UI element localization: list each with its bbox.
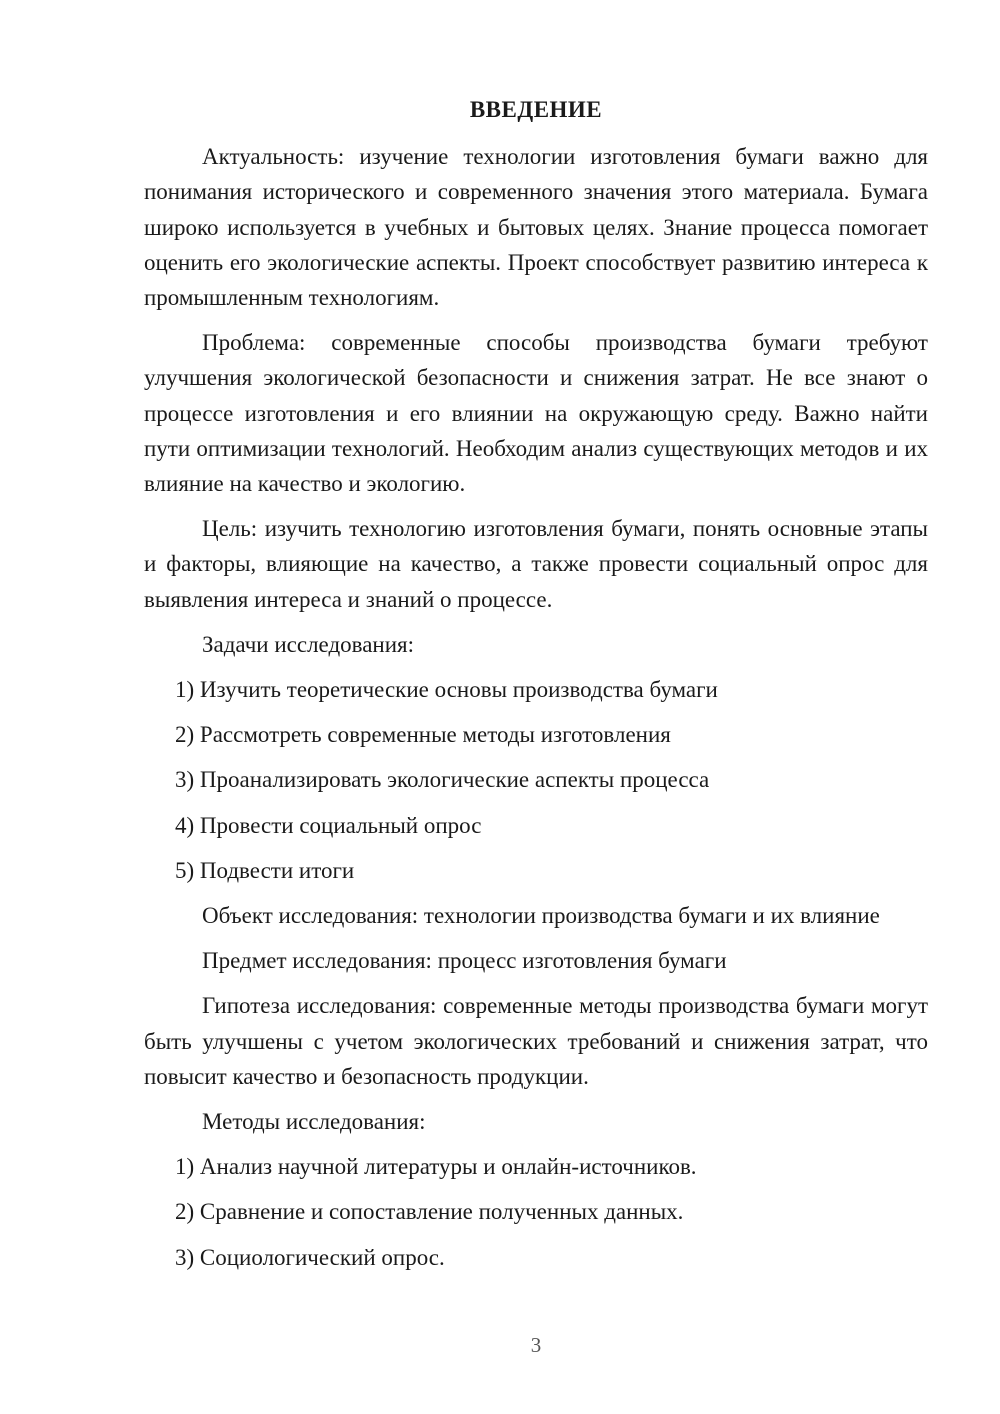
tasks-list: [144, 672, 928, 888]
problem-paragraph: Проблема: современные способы производства бумаги требуют улучшения экологической безопасности и снижения затрат. Не все знают о процессе изготовления и его влиянии на окружающую среду. Важно найти пути оптимизации технологий. Необходим анализ существующих методов и их влияние на качество и экологию.: [144, 330, 928, 497]
list-item: 5) Подвести итоги: [175, 857, 355, 883]
relevance-paragraph: Актуальность: изучение технологии изготовления бумаги важно для понимания исторического и современного значения этого материала. Бумага широко используется в учебных и бытовых целях. Знание процесса помогает оценить его экологические аспекты. Проект способствует развитию интереса к промышленным технологиям.: [144, 144, 928, 311]
list-item: 3) Социологический опрос.: [175, 1244, 445, 1270]
methods-heading: Методы исследования:: [202, 1109, 426, 1135]
list-item: 4) Провести социальный опрос: [175, 812, 482, 838]
object-paragraph: Объект исследования: технологии производства бумаги и их влияние: [202, 903, 880, 929]
hypothesis-paragraph: Гипотеза исследования: современные методы производства бумаги могут быть улучшены с учетом экологических требований и снижения затрат, что повысит качество и безопасность продукции.: [144, 993, 928, 1089]
page-number: 3: [530, 1333, 542, 1357]
subject-paragraph: Предмет исследования: процесс изготовления бумаги: [202, 948, 727, 974]
methods-list: [144, 1149, 928, 1275]
page-title: ВВЕДЕНИЕ: [469, 97, 603, 122]
list-item: 1) Изучить теоретические основы производства бумаги: [175, 677, 718, 703]
list-item: 1) Анализ научной литературы и онлайн-источников.: [175, 1154, 697, 1180]
goal-paragraph: Цель: изучить технологию изготовления бумаги, понять основные этапы и факторы, влияющие на качество, а также провести социальный опрос для выявления интереса и знаний о процессе.: [144, 516, 928, 612]
tasks-heading: Задачи исследования:: [202, 631, 415, 657]
list-item: 2) Сравнение и сопоставление полученных данных.: [175, 1199, 684, 1225]
list-item: 3) Проанализировать экологические аспекты процесса: [175, 767, 710, 793]
list-item: 2) Рассмотреть современные методы изготовления: [175, 722, 671, 748]
document-page: [144, 92, 928, 1285]
